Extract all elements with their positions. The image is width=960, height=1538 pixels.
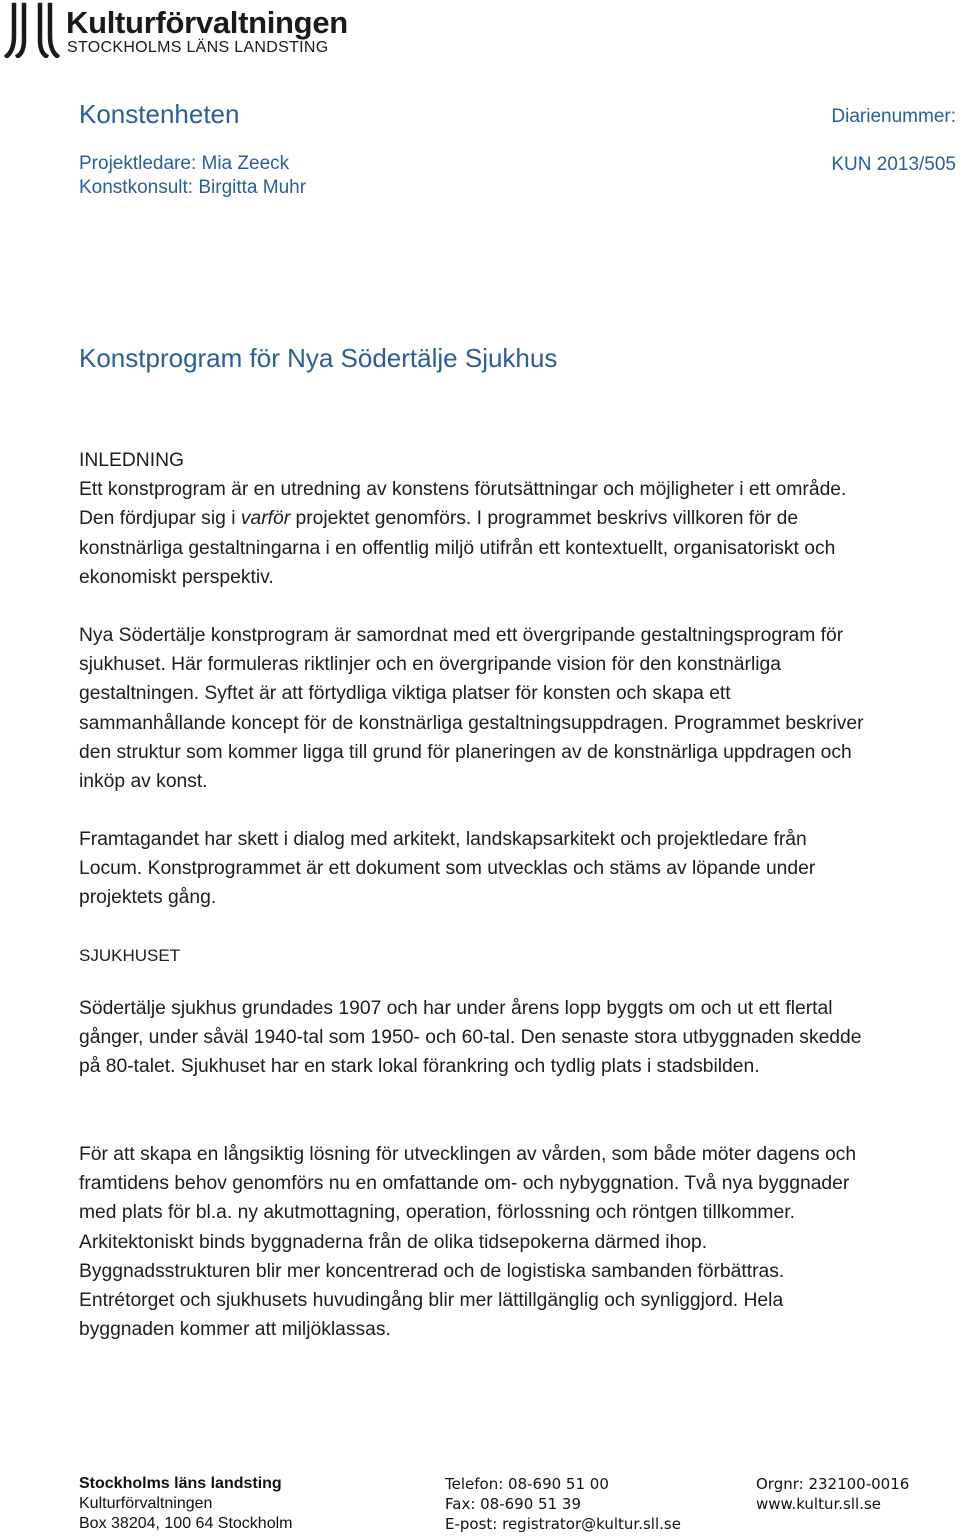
footer-col-org (756, 1474, 909, 1514)
intro-paragraph-1 (79, 475, 869, 592)
footer-orgnr: Orgnr: 232100-0016 (756, 1475, 910, 1493)
footer-email: E-post: registrator@kultur.sll.se (445, 1515, 681, 1533)
hospital-paragraph-2: För att skapa en långsiktig lösning för utvecklingen av vården, som både möter dagens och framtidens behov genomförs nu en omfattande om- och nybyggnation. Två nya byggnader med plats för bl.a. ny akutmottagning, operation, förlossning och röntgen tillkommer. Arkitektoniskt binds byggnaderna från de olika tidsepokerna därmed ihop. Byggnadsstrukturen blir mer koncentrerad och de logistiska sambanden förbättras. Entrétorget och sjukhusets huvudingång blir mer lättillgänglig och synliggjord. Hela byggnaden kommer att miljöklassas. (79, 1144, 857, 1341)
unit-name: Konstenheten (79, 99, 240, 129)
diarienummer-label: Diarienummer: (831, 106, 956, 127)
diarienummer-value: KUN 2013/505 (831, 154, 956, 175)
footer-website: www.kultur.sll.se (756, 1495, 882, 1513)
footer-col-address (79, 1474, 292, 1534)
sll-logo-icon (4, 2, 60, 58)
project-meta (79, 152, 306, 200)
org-name: Kulturförvaltningen (66, 5, 348, 40)
art-consultant: Konstkonsult: Birgitta Muhr (79, 177, 307, 198)
project-lead: Projektledare: Mia Zeeck (79, 153, 290, 174)
footer-address: Box 38204, 100 64 Stockholm (79, 1515, 293, 1532)
intro-p1-emphasis: varför (240, 508, 291, 530)
footer-org-name: Stockholms läns landsting (79, 1475, 282, 1492)
footer-fax: Fax: 08-690 51 39 (445, 1495, 581, 1513)
intro-p1-tail: projektet genomförs. I programmet beskrivs villkoren för de konstnärliga gestaltningarna i en offentlig miljö utifrån ett kontextuellt, organisatoriskt och ekonomiskt perspektiv. (79, 508, 836, 588)
org-subtitle: STOCKHOLMS LÄNS LANDSTING (67, 39, 329, 56)
footer-col-contact (445, 1474, 681, 1534)
intro-paragraph-3: Framtagandet har skett i dialog med arkitekt, landskapsarkitekt och projektledare från Locum. Konstprogrammet är ett dokument som utvecklas och stäms av löpande under projektets gång. (79, 829, 816, 909)
document-title: Konstprogram för Nya Södertälje Sjukhus (79, 343, 558, 373)
footer-department: Kulturförvaltningen (79, 1495, 213, 1512)
intro-heading: INLEDNING (79, 450, 184, 471)
intro-paragraph-2: Nya Södertälje konstprogram är samordnat med ett övergripande gestaltningsprogram för sjukhuset. Här formuleras riktlinjer och en övergripande vision för den konstnärliga gestaltningen. Syftet är att förtydliga viktiga platser för konsten och skapa ett sammanhållande koncept för de konstnärliga gestaltningsuppdragen. Programmet beskriver den struktur som kommer ligga till grund för planeringen av de konstnärliga uppdragen och inköp av konst. (79, 625, 864, 793)
hospital-paragraph-1: Södertälje sjukhus grundades 1907 och har under årens lopp byggts om och ut ett flertal gånger, under såväl 1940-tal som 1950- och 60-tal. Den senaste stora utbyggnaden skedde på 80-talet. Sjukhuset har en stark lokal förankring och tydlig plats i stadsbilden. (79, 998, 862, 1078)
intro-p1-lead: Ett konstprogram är en utredning av konstens förutsättningar och möjligheter i ett område. Den fördjupar sig i (79, 479, 847, 530)
hospital-heading: SJUKHUSET (79, 946, 181, 965)
intro-section (79, 446, 869, 592)
footer-phone: Telefon: 08-690 51 00 (445, 1475, 609, 1493)
